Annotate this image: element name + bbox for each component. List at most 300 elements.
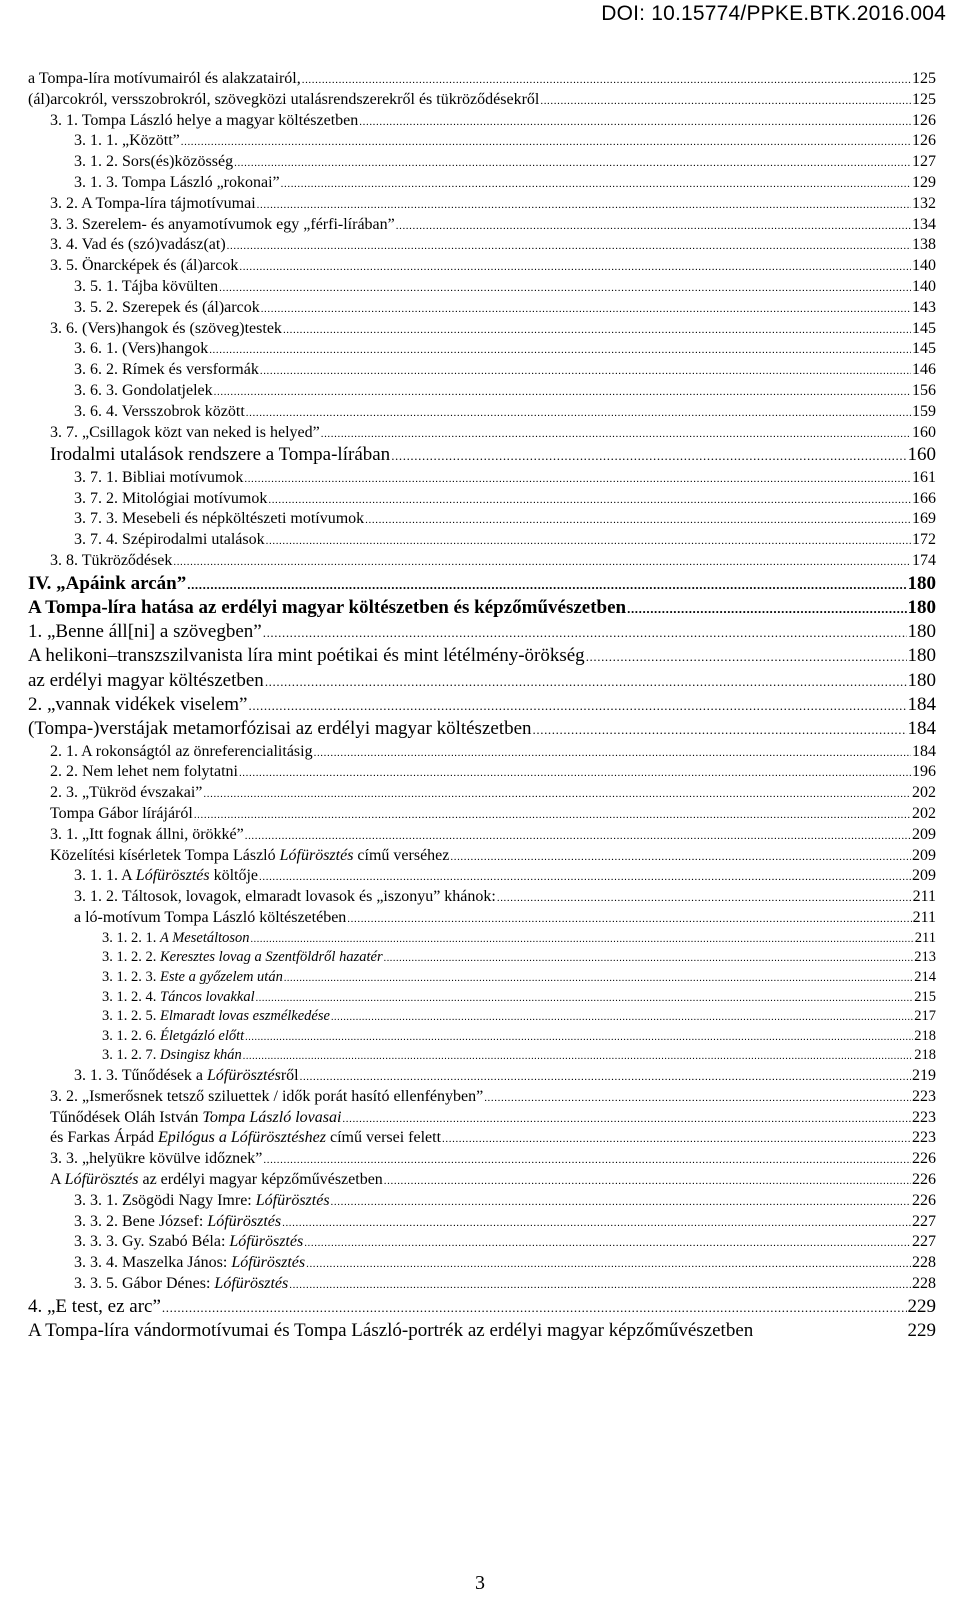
toc-page-number: 202 xyxy=(912,805,936,823)
toc-leader-dots xyxy=(289,1279,911,1291)
toc-page-number: 160 xyxy=(912,423,936,441)
toc-page-number: 132 xyxy=(912,194,936,212)
toc-entry-title xyxy=(74,340,208,358)
toc-page-number: 125 xyxy=(912,90,936,108)
toc-page-number: 226 xyxy=(912,1191,936,1209)
toc-page-number: 223 xyxy=(912,1129,936,1147)
toc-entry-title-text: A helikoni–transzszilvanista líra mint poétikai és mint létélmény-örökség xyxy=(28,645,585,667)
toc-page-number: 172 xyxy=(912,531,936,549)
toc-page-number: 184 xyxy=(912,742,936,760)
toc-entry-title-italic: Este a győzelem után xyxy=(160,969,283,986)
toc-entry-title xyxy=(102,949,383,966)
toc-entry[interactable] xyxy=(28,1213,936,1234)
toc-leader-dots xyxy=(450,851,911,863)
toc-entry-title-italic: Lófürösztés xyxy=(229,1233,304,1251)
toc-entry[interactable] xyxy=(28,645,936,669)
toc-entry[interactable] xyxy=(28,216,936,237)
toc-leader-dots xyxy=(243,1051,913,1062)
toc-entry-title-text: 3. 6. 3. Gondolatjelek xyxy=(74,381,213,399)
toc-leader-dots xyxy=(209,344,911,356)
toc-entry-title-text: 3. 1. 2. Táltosok, lovagok, elmaradt lovasok és „iszonyu” khánok: xyxy=(74,888,496,906)
toc-entry-title-text: Irodalmi utalások rendszere a Tompa-lírában xyxy=(50,444,391,466)
toc-entry[interactable] xyxy=(28,743,936,764)
toc-page-number: 229 xyxy=(907,1320,936,1342)
toc-page-number: 166 xyxy=(912,489,936,507)
toc-entry[interactable] xyxy=(28,70,936,91)
toc-entry-title-text: 3. 3. „helyükre kövülve időznek” xyxy=(50,1150,263,1168)
toc-entry[interactable] xyxy=(28,867,936,888)
toc-entry-title-text: 3. 1. 2. 7. xyxy=(102,1047,160,1064)
toc-leader-dots xyxy=(260,365,911,377)
toc-entry[interactable] xyxy=(28,257,936,278)
toc-entry-title-text: 3. 3. 4. Maszelka János: xyxy=(74,1254,232,1272)
toc-entry-title-italic: Lófürösztés xyxy=(64,1170,139,1188)
toc-leader-dots xyxy=(283,324,911,336)
toc-page-number: 223 xyxy=(912,1087,936,1105)
toc-page-number: 209 xyxy=(912,825,936,843)
toc-leader-dots xyxy=(442,1133,911,1145)
toc-entry-title xyxy=(50,236,226,254)
toc-entry-title-text: 3. 3. 1. Zsögödi Nagy Imre: xyxy=(74,1191,256,1209)
toc-leader-dots xyxy=(300,1071,911,1083)
toc-entry-title xyxy=(102,969,283,986)
toc-leader-dots xyxy=(219,282,911,294)
toc-leader-dots xyxy=(359,116,911,128)
toc-page-number: 140 xyxy=(912,277,936,295)
toc-entry[interactable] xyxy=(28,1088,936,1109)
toc-page-number: 180 xyxy=(907,596,936,618)
toc-entry-title xyxy=(74,1213,281,1231)
toc-entry[interactable] xyxy=(28,490,936,511)
toc-entry-title-text: 3. 3. 3. Gy. Szabó Béla: xyxy=(74,1233,230,1251)
toc-entry-title-text: (Tompa-)verstájak metamorfózisai az erdélyi magyar költészetben xyxy=(28,718,532,740)
toc-entry-title-text: 3. 5. Önarcképek és (ál)arcok xyxy=(50,257,239,275)
toc-entry-title-text: 2. 2. Nem lehet nem folytatni xyxy=(50,763,238,781)
toc-entry[interactable] xyxy=(28,510,936,531)
toc-page-number: 211 xyxy=(912,888,936,906)
toc-page-number: 140 xyxy=(912,257,936,275)
toc-entry-title-text: 3. 1. 3. Tompa László „rokonai” xyxy=(74,173,280,191)
toc-entry[interactable] xyxy=(28,382,936,403)
toc-leader-dots xyxy=(384,1175,911,1187)
toc-entry-title xyxy=(102,1047,242,1064)
toc-entry-title-text: Közelítési kísérletek Tompa László xyxy=(50,846,280,864)
toc-leader-dots xyxy=(263,625,907,641)
toc-page-number: 126 xyxy=(912,132,936,150)
toc-leader-dots xyxy=(256,993,914,1004)
toc-page-number: 209 xyxy=(912,846,936,864)
toc-entry-title xyxy=(28,597,626,619)
toc-entry-title xyxy=(74,174,280,192)
toc-entry-title xyxy=(28,670,264,692)
toc-entry[interactable] xyxy=(28,403,936,424)
toc-leader-dots xyxy=(281,178,911,190)
toc-entry-title xyxy=(50,216,395,234)
toc-entry-title xyxy=(50,847,449,865)
toc-leader-dots xyxy=(248,698,906,714)
toc-entry-title-italic: Keresztes lovag a Szentföldről hazatér xyxy=(160,949,383,966)
toc-entry[interactable] xyxy=(28,718,936,742)
toc-entry[interactable] xyxy=(28,236,936,257)
toc-entry-title xyxy=(74,278,218,296)
toc-entry-title xyxy=(28,91,539,109)
toc-entry[interactable] xyxy=(28,930,936,950)
toc-leader-dots xyxy=(203,788,911,800)
toc-page-number: 184 xyxy=(907,718,936,740)
toc-page-number: 219 xyxy=(912,1067,936,1084)
toc-entry-title-text: a ló-motívum Tompa László költészetében xyxy=(74,909,347,927)
toc-entry[interactable] xyxy=(28,1109,936,1130)
toc-entry-title-italic: Lófürösztés xyxy=(279,846,354,864)
toc-leader-dots xyxy=(284,973,913,984)
toc-entry[interactable] xyxy=(28,969,936,989)
toc-entry-title xyxy=(50,320,282,338)
toc-entry-title-italic: Lófürösztés xyxy=(207,1212,282,1230)
toc-page-number: 134 xyxy=(912,215,936,233)
toc-entry[interactable] xyxy=(28,132,936,153)
toc-page-number: 138 xyxy=(912,236,936,254)
toc-page-number: 218 xyxy=(914,1027,936,1044)
toc-entry[interactable] xyxy=(28,340,936,361)
toc-leader-dots xyxy=(321,428,911,440)
toc-entry-title-text: Tompa Gábor lírájáról xyxy=(50,805,193,823)
toc-entry[interactable] xyxy=(28,1047,936,1067)
toc-entry[interactable] xyxy=(28,361,936,382)
toc-page-number: 129 xyxy=(912,173,936,191)
toc-entry-title xyxy=(74,403,245,421)
toc-page-number: 126 xyxy=(912,111,936,129)
toc-entry[interactable] xyxy=(28,621,936,645)
toc-page-number: 228 xyxy=(912,1274,936,1292)
toc-page-number: 213 xyxy=(914,949,936,966)
toc-entry-title-italic: Elmaradt lovas eszmélkedése xyxy=(160,1008,330,1025)
toc-entry-title xyxy=(50,1150,262,1168)
toc-leader-dots xyxy=(365,514,911,526)
toc-entry-title-text: 2. 3. „Tükröd évszakai” xyxy=(50,784,203,802)
toc-leader-dots xyxy=(181,136,911,148)
toc-entry-title-text: és Farkas Árpád xyxy=(50,1129,158,1147)
toc-entry-title xyxy=(50,1109,341,1127)
toc-entry-title xyxy=(50,444,390,466)
toc-entry-title-text: 3. 1. 2. 6. xyxy=(102,1027,160,1044)
toc-entry-title xyxy=(74,888,496,906)
toc-entry-title-text: 3. 7. 1. Bibliai motívumok xyxy=(74,468,244,486)
toc-page-number: 180 xyxy=(907,620,936,642)
toc-leader-dots xyxy=(244,473,911,485)
toc-page-number: 159 xyxy=(912,402,936,420)
toc-entry-title xyxy=(102,1028,244,1045)
toc-entry[interactable] xyxy=(28,763,936,784)
toc-leader-dots xyxy=(282,1217,911,1229)
toc-leader-dots xyxy=(173,556,911,568)
toc-page-number: 227 xyxy=(912,1212,936,1230)
toc-entry[interactable] xyxy=(28,670,936,694)
toc-entry[interactable] xyxy=(28,153,936,174)
toc-entry[interactable] xyxy=(28,278,936,299)
toc-leader-dots xyxy=(268,494,911,506)
toc-entry[interactable] xyxy=(28,1233,936,1254)
toc-entry-title-text: 3. 8. Tükröződések xyxy=(50,551,173,569)
toc-leader-dots xyxy=(331,1012,913,1023)
toc-entry[interactable] xyxy=(28,1192,936,1213)
toc-entry[interactable] xyxy=(28,552,936,573)
toc-page-number: 169 xyxy=(912,510,936,528)
toc-entry[interactable] xyxy=(28,174,936,195)
toc-entry-title xyxy=(74,531,265,549)
toc-leader-dots xyxy=(263,1154,911,1166)
toc-entry-title-text: 3. 7. 4. Szépirodalmi utalások xyxy=(74,531,265,549)
toc-entry[interactable] xyxy=(28,531,936,552)
toc-page-number: 145 xyxy=(912,340,936,358)
toc-entry-title-text: A Tompa-líra vándormotívumai és Tompa László-portrék az erdélyi magyar képzőművészetben xyxy=(28,1320,754,1342)
toc-entry-title-text: 3. 5. 1. Tájba kövülten xyxy=(74,277,219,295)
toc-entry[interactable] xyxy=(28,847,936,868)
toc-entry-title xyxy=(50,805,193,823)
toc-page-number: 211 xyxy=(914,929,936,946)
table-of-contents xyxy=(28,70,936,1345)
toc-entry-title xyxy=(28,694,247,716)
toc-entry-title xyxy=(28,573,186,595)
toc-entry[interactable] xyxy=(28,805,936,826)
toc-entry-title xyxy=(74,909,346,927)
toc-entry-title-text: 1. „Benne áll[ni] a szövegben” xyxy=(28,620,262,642)
toc-page-number: 127 xyxy=(912,153,936,171)
toc-entry[interactable] xyxy=(28,1254,936,1275)
toc-entry-title-text: ről xyxy=(280,1067,299,1084)
toc-entry-title xyxy=(74,510,364,528)
toc-entry-title-text: 3. 1. „Itt fognak állni, örökké” xyxy=(50,825,244,843)
toc-leader-dots xyxy=(384,953,914,964)
toc-page-number: 184 xyxy=(907,693,936,715)
toc-leader-dots xyxy=(304,1237,911,1249)
toc-page-number: 196 xyxy=(912,763,936,781)
toc-entry[interactable] xyxy=(28,320,936,341)
toc-leader-dots xyxy=(261,303,911,315)
toc-entry-title-text: 3. 2. „Ismerősnek tetsző sziluettek / idők porát hasító ellenfényben” xyxy=(50,1087,484,1105)
toc-page-number: 160 xyxy=(907,444,936,466)
toc-leader-dots xyxy=(302,74,911,86)
toc-entry-title xyxy=(50,826,244,844)
toc-entry-title-text: 3. 1. 2. 1. xyxy=(102,929,160,946)
toc-entry-title-text: 3. 3. 2. Bene József: xyxy=(74,1212,208,1230)
toc-entry-title-text: IV. „Apáink arcán” xyxy=(28,572,187,594)
toc-leader-dots xyxy=(396,220,911,232)
toc-entry[interactable] xyxy=(28,1129,936,1150)
toc-leader-dots xyxy=(265,674,907,690)
toc-entry-title-text: A xyxy=(50,1170,65,1188)
toc-entry-title-text: 2. „vannak vidékek viselem” xyxy=(28,693,248,715)
toc-entry-title xyxy=(102,930,250,947)
toc-entry-title-italic: Tompa László lovasai xyxy=(202,1108,342,1126)
toc-entry-title-text: 3. 3. Szerelem- és anyamotívumok egy „férfi-lírában” xyxy=(50,215,395,233)
toc-entry-title xyxy=(50,112,358,130)
toc-leader-dots xyxy=(342,1113,911,1125)
toc-page-number: 228 xyxy=(912,1254,936,1272)
toc-entry-title-italic: Epilógus a Lófürösztéshez xyxy=(157,1129,326,1147)
toc-entry-title-text: A Tompa-líra hatása az erdélyi magyar költészetben és képzőművészetben xyxy=(28,596,627,618)
toc-entry-title-text: 3. 1. 2. Sors(és)közösség xyxy=(74,153,234,171)
toc-entry-title-text: 3. 7. 2. Mitológiai motívumok xyxy=(74,489,268,507)
toc-entry-title-italic: Táncos lovakkal xyxy=(160,988,255,1005)
toc-entry-title-text: 3. 6. 1. (Vers)hangok xyxy=(74,340,209,358)
toc-entry-title xyxy=(28,645,585,667)
toc-page-number: 223 xyxy=(912,1108,936,1126)
toc-leader-dots xyxy=(187,577,906,593)
toc-leader-dots xyxy=(306,1258,911,1270)
page-number: 3 xyxy=(475,1572,485,1594)
toc-entry-title xyxy=(50,1171,383,1189)
toc-entry-title xyxy=(50,424,320,442)
toc-entry-title xyxy=(74,382,213,400)
toc-entry-title-text: 3. 2. A Tompa-líra tájmotívumai xyxy=(50,194,256,212)
toc-entry[interactable] xyxy=(28,826,936,847)
toc-entry[interactable] xyxy=(28,469,936,490)
toc-page-number: 143 xyxy=(912,298,936,316)
toc-leader-dots xyxy=(234,157,911,169)
toc-leader-dots xyxy=(257,199,911,211)
toc-entry[interactable] xyxy=(28,1275,936,1296)
toc-entry[interactable] xyxy=(28,1028,936,1048)
toc-page-number: 146 xyxy=(912,361,936,379)
toc-leader-dots xyxy=(391,448,906,464)
toc-entry-title xyxy=(74,361,259,379)
toc-page-number: 202 xyxy=(912,784,936,802)
toc-entry-title xyxy=(28,70,301,88)
toc-entry-title-text: 3. 1. 2. 3. xyxy=(102,969,160,986)
toc-entry-title-italic: Dsingisz khán xyxy=(160,1047,242,1064)
toc-entry[interactable] xyxy=(28,112,936,133)
toc-entry-title-text: című verséhez xyxy=(353,846,450,864)
toc-entry[interactable] xyxy=(28,1150,936,1171)
toc-page-number: 214 xyxy=(914,969,936,986)
toc-entry-title xyxy=(74,490,267,508)
toc-leader-dots xyxy=(246,407,911,419)
toc-entry-title-text: 3. 7. „Csillagok közt van neked is helyed” xyxy=(50,423,320,441)
toc-entry-title xyxy=(28,1296,161,1318)
toc-entry-title xyxy=(50,195,256,213)
toc-page-number: 156 xyxy=(912,381,936,399)
toc-page-number: 174 xyxy=(912,551,936,569)
toc-leader-dots xyxy=(245,1032,913,1043)
toc-entry-title-text: 3. 1. 2. 2. xyxy=(102,949,160,966)
toc-entry[interactable] xyxy=(28,989,936,1009)
toc-leader-dots xyxy=(586,649,907,665)
toc-page-number: 161 xyxy=(912,468,936,486)
toc-entry-title xyxy=(50,784,202,802)
toc-leader-dots xyxy=(540,95,911,107)
toc-leader-dots xyxy=(314,747,911,759)
toc-entry[interactable] xyxy=(28,91,936,112)
toc-leader-dots xyxy=(497,892,912,904)
toc-entry-title-italic: Lófürösztés xyxy=(207,1067,281,1084)
toc-leader-dots xyxy=(162,1300,907,1316)
toc-entry[interactable] xyxy=(28,299,936,320)
toc-page-number: 180 xyxy=(907,645,936,667)
toc-entry[interactable] xyxy=(28,1171,936,1192)
toc-leader-dots xyxy=(259,871,911,883)
toc-entry-title-text: 3. 7. 3. Mesebeli és népköltészeti motívumok xyxy=(74,510,365,528)
toc-page-number: 125 xyxy=(912,70,936,87)
toc-entry[interactable] xyxy=(28,573,936,597)
toc-entry[interactable] xyxy=(28,597,936,621)
toc-entry-title xyxy=(28,621,262,643)
toc-entry-title-text: (ál)arcokról, versszobrokról, szövegközi utalásrendszerekről és tükröződésekről xyxy=(28,90,540,108)
toc-entry[interactable] xyxy=(28,784,936,805)
toc-leader-dots xyxy=(533,722,907,738)
toc-leader-dots xyxy=(239,261,911,273)
toc-leader-dots xyxy=(245,830,911,842)
toc-leader-dots xyxy=(194,809,911,821)
toc-entry-title xyxy=(50,1088,483,1106)
toc-entry[interactable] xyxy=(28,1320,936,1344)
toc-page-number: 226 xyxy=(912,1150,936,1168)
toc-entry-title xyxy=(74,867,258,885)
toc-entry-title xyxy=(74,1192,330,1210)
doi-header: DOI: 10.15774/PPKE.BTK.2016.004 xyxy=(601,2,946,25)
toc-entry-title xyxy=(74,153,233,171)
toc-entry[interactable] xyxy=(28,694,936,718)
toc-entry-title-italic: Lófürösztés xyxy=(135,867,210,885)
toc-leader-dots xyxy=(214,386,911,398)
toc-entry-title xyxy=(74,1067,299,1085)
toc-entry-title xyxy=(74,469,243,487)
toc-entry-title xyxy=(50,1129,441,1147)
toc-entry[interactable] xyxy=(28,949,936,969)
toc-entry-title-text: 3. 6. 4. Versszobrok között xyxy=(74,402,245,420)
toc-entry-title-text: költője xyxy=(209,867,259,885)
toc-entry-title xyxy=(74,1254,305,1272)
toc-leader-dots xyxy=(484,1092,911,1104)
toc-entry-title-text: a Tompa-líra motívumairól és alakzatairól, xyxy=(28,70,301,87)
toc-entry[interactable] xyxy=(28,1296,936,1320)
toc-entry-title-text: az erdélyi magyar képzőművészetben xyxy=(138,1170,383,1188)
toc-entry-title-italic: A Mesetáltoson xyxy=(160,929,250,946)
toc-page-number: 229 xyxy=(907,1295,936,1317)
toc-entry-title-italic: Lófürösztés xyxy=(255,1191,330,1209)
toc-entry-title-text: című versei felett xyxy=(325,1129,442,1147)
toc-entry-title-text: 3. 1. 1. A xyxy=(74,867,136,885)
toc-page-number: 215 xyxy=(914,988,936,1005)
toc-entry-title-text: Tűnődések Oláh István xyxy=(50,1108,203,1126)
toc-entry-title-italic: Életgázló előtt xyxy=(160,1027,245,1044)
toc-entry[interactable] xyxy=(28,424,936,445)
toc-page-number: 180 xyxy=(907,669,936,691)
toc-leader-dots xyxy=(627,601,906,617)
toc-page-number: 145 xyxy=(912,319,936,337)
toc-entry-title-text: 3. 1. 1. „Között” xyxy=(74,132,180,150)
toc-entry-title-italic: Lófürösztés xyxy=(214,1274,289,1292)
toc-page-number: 211 xyxy=(912,909,936,927)
toc-entry[interactable] xyxy=(28,1008,936,1028)
toc-leader-dots xyxy=(239,767,911,779)
toc-page-number: 180 xyxy=(907,572,936,594)
toc-entry-title-text: 3. 1. 2. 5. xyxy=(102,1008,160,1025)
toc-entry-title-text: az erdélyi magyar költészetben xyxy=(28,669,264,691)
toc-leader-dots xyxy=(331,1196,911,1208)
toc-entry-title xyxy=(50,763,238,781)
toc-entry[interactable] xyxy=(28,909,936,930)
toc-entry-title-text: 3. 3. 5. Gábor Dénes: xyxy=(74,1274,215,1292)
toc-entry-title-text: 3. 1. 3. Tűnődések a xyxy=(74,1067,208,1084)
toc-entry[interactable] xyxy=(28,195,936,216)
toc-entry-title xyxy=(28,718,532,740)
toc-entry[interactable] xyxy=(28,888,936,909)
toc-page-number: 227 xyxy=(912,1233,936,1251)
toc-entry[interactable] xyxy=(28,1067,936,1088)
toc-entry[interactable] xyxy=(28,444,936,468)
toc-entry-title xyxy=(102,989,255,1006)
toc-leader-dots xyxy=(227,240,911,252)
